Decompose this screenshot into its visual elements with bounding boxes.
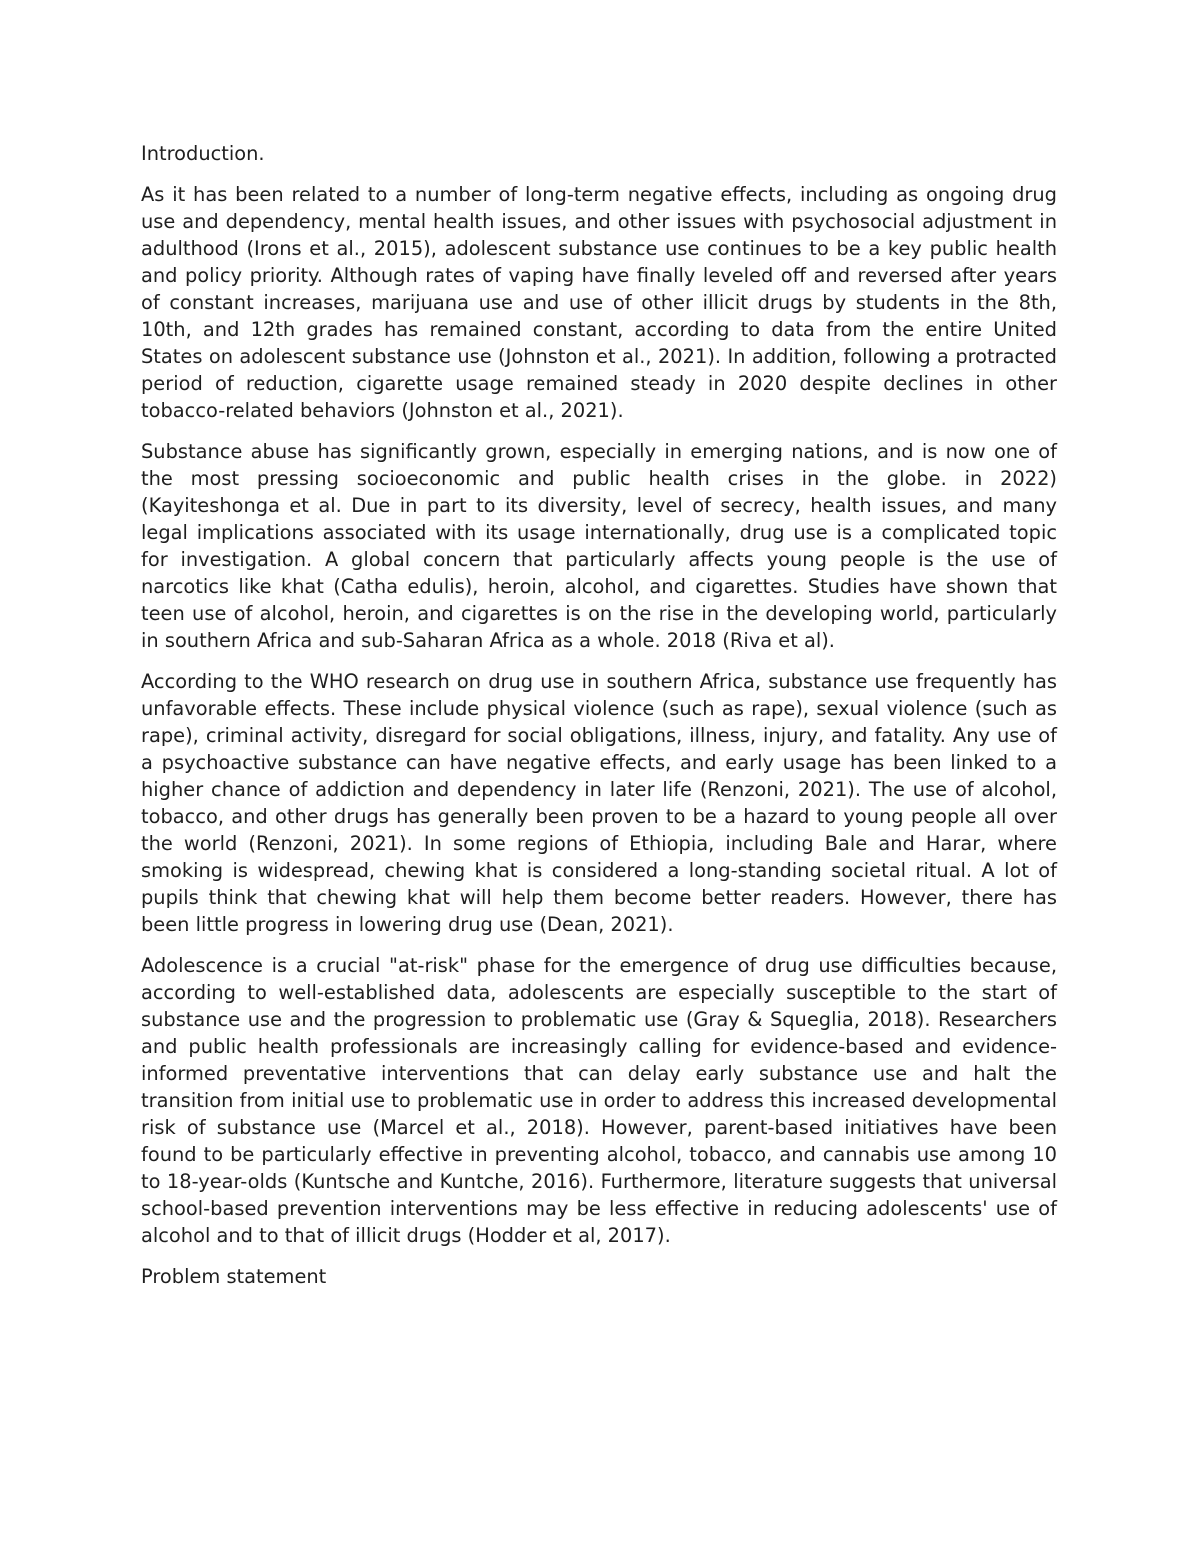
paragraph-adolescence-at-risk: Adolescence is a crucial "at-risk" phase for the emergence of drug use difficulties because, according to well-established data, adolescents are especially susceptible to the start of substance use and the progression to problematic use (Gray & Squeglia, 2018). Researchers and public health professionals are increasingly calling for evidence-based and evidence-informed preventative interventions that can delay early substance use and halt the transition from initial use to problematic use in order to address this increased developmental risk of substance use (Marcel et al., 2018). However, parent-based initiatives have been found to be particularly effective in preventing alcohol, tobacco, and cannabis use among 10 to 18-year-olds (Kuntsche and Kuntche, 2016). Furthermore, literature suggests that universal school-based prevention interventions may be less effective in reducing adolescents' use of alcohol and to that of illicit drugs (Hodder et al, 2017). <box>141 954 1057 1247</box>
paragraph-who-research: According to the WHO research on drug use in southern Africa, substance use frequently has unfavorable effects. These include physical violence (such as rape), sexual violence (such as rape), criminal activity, disregard for social obligations, illness, injury, and fatality. Any use of a psychoactive substance can have negative effects, and early usage has been linked to a higher chance of addiction and dependency in later life (Renzoni, 2021). The use of alcohol, tobacco, and other drugs has generally been proven to be a hazard to young people all over the world (Renzoni, 2021). In some regions of Ethiopia, including Bale and Harar, where smoking is widespread, chewing khat is considered a long-standing societal ritual. A lot of pupils think that chewing khat will help them become better readers. However, there has been little progress in lowering drug use (Dean, 2021). <box>141 670 1057 936</box>
introduction-heading: Introduction. <box>141 142 265 165</box>
document-page <box>141 140 1057 1304</box>
paragraph-substance-use-priority: As it has been related to a number of long-term negative effects, including as ongoing drug use and dependency, mental health issues, and other issues with psychosocial adjustment in adulthood (Irons et al., 2015), adolescent substance use continues to be a key public health and policy priority. Although rates of vaping have finally leveled off and reversed after years of constant increases, marijuana use and use of other illicit drugs by students in the 8th, 10th, and 12th grades has remained constant, according to data from the entire United States on adolescent substance use (Johnston et al., 2021). In addition, following a protracted period of reduction, cigarette usage remained steady in 2020 despite declines in other tobacco-related behaviors (Johnston et al., 2021). <box>141 183 1057 422</box>
problem-statement-heading: Problem statement <box>141 1265 327 1288</box>
paragraph-substance-abuse-growth: Substance abuse has significantly grown, especially in emerging nations, and is now one of the most pressing socioeconomic and public health crises in the globe. in 2022) (Kayiteshonga et al. Due in part to its diversity, level of secrecy, health issues, and many legal implications associated with its usage internationally, drug use is a complicated topic for investigation. A global concern that particularly affects young people is the use of narcotics like khat (Catha edulis), heroin, alcohol, and cigarettes. Studies have shown that teen use of alcohol, heroin, and cigarettes is on the rise in the developing world, particularly in southern Africa and sub-Saharan Africa as a whole. 2018 (Riva et al). <box>141 440 1057 652</box>
